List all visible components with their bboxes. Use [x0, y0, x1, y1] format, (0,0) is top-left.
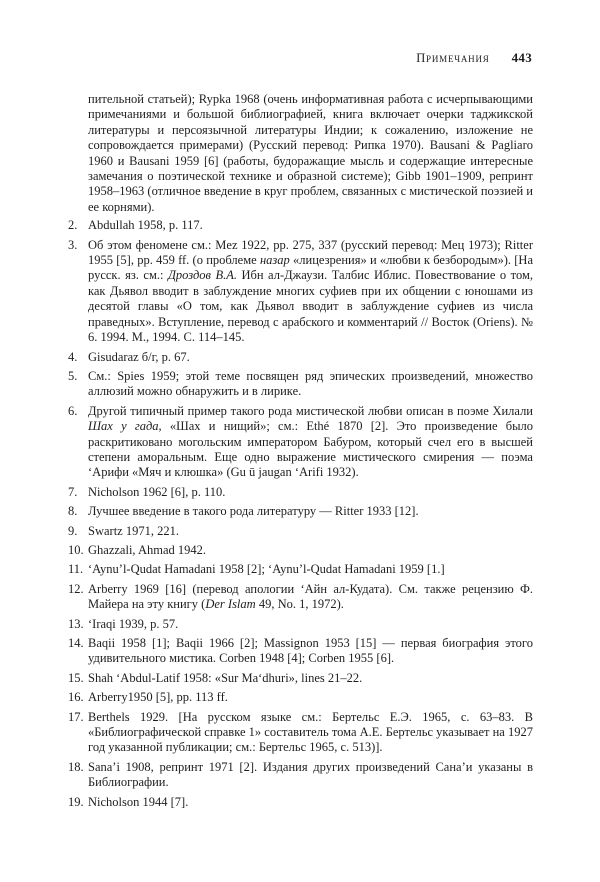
running-header: [416, 50, 532, 66]
note-text: Gisudaraz б/г, p. 67.: [88, 349, 190, 364]
note-number: 2.: [68, 218, 78, 233]
note-number: 5.: [68, 368, 78, 383]
note-item: [68, 760, 533, 791]
italic-title: Шах у гада,: [88, 419, 162, 434]
section-title: Примечания: [416, 51, 490, 65]
note-item: [68, 617, 533, 632]
note-item: [68, 524, 533, 539]
note-number: 7.: [68, 484, 78, 499]
italic-author: Дроздов В.А.: [167, 268, 237, 283]
note-text: [88, 238, 533, 346]
note-item: [68, 710, 533, 756]
note-number: 12.: [68, 581, 84, 596]
note-item: [68, 562, 533, 577]
note-number: 4.: [68, 349, 78, 364]
note-text: Abdullah 1958, p. 117.: [88, 218, 203, 233]
note-number: 13.: [68, 616, 84, 631]
note-number: 17.: [68, 709, 84, 724]
note-item: [68, 636, 533, 667]
note-item: [68, 218, 533, 233]
note-text-run: Об этом феномене см.: Mez 1922, pp. 275, 337 (русский перевод: Мец 1973); Ritter 1955 [5], pp. 459 ff. (о проблеме: [88, 237, 533, 268]
note-text: Ghazzali, Ahmad 1942.: [88, 542, 207, 557]
note-item: [68, 404, 533, 481]
note-text: Nicholson 1944 [7].: [88, 794, 189, 809]
note-number: 9.: [68, 523, 78, 538]
note-item: [68, 504, 533, 519]
note-text: [88, 404, 533, 481]
note-text: [88, 582, 533, 613]
note-text-run: 49, No. 1, 1972).: [255, 597, 344, 612]
note-text: Berthels 1929. [На русском языке см.: Бертельс Е.Э. 1965, с. 63–83. В «Библиографической справке 1» составитель тома А.Е. Бертельс указывает на 1927 год указанной публикации; см.: Бертельс 1965, с. 513)].: [88, 709, 533, 755]
italic-journal: Der Islam: [205, 597, 256, 612]
note-text: Shah ‘Abdul-Latif 1958: «Sur Ma‘dhuri», lines 21–22.: [88, 670, 363, 685]
notes-body: [68, 92, 533, 814]
note-text-run: Arberry 1969 [16] (перевод апологии ‘Айн ал-Кудата). См. также рецензию Ф. Майера на эту книгу (: [88, 581, 533, 612]
note-number: 18.: [68, 759, 84, 774]
note-item: [68, 350, 533, 365]
note-text: Лучшее введение в такого рода литературу — Ritter 1933 [12].: [88, 504, 419, 519]
note-item: [68, 543, 533, 558]
note-item: [68, 369, 533, 400]
page-number: 443: [511, 50, 532, 65]
note-text: ‘Iraqi 1939, p. 57.: [88, 616, 179, 631]
note-number: 19.: [68, 794, 84, 809]
note-item: [68, 795, 533, 810]
note-number: 16.: [68, 690, 84, 705]
note-text: Arberry1950 [5], pp. 113 ff.: [88, 690, 228, 705]
note-number: 3.: [68, 237, 78, 252]
note-item: [68, 485, 533, 500]
note-number: 6.: [68, 403, 78, 418]
note-text-run: «Шах и нищий»; см.: Ethé 1870 [2]. Это произведение было раскритиковано могольским императором Бабуром, который счел его в высшей степени аморальным. Еще одно выражение мистического смирения — поэма ‘Арифи «Мяч и клюшка» (Gu ū jaugan ‘Arifi 1932).: [88, 419, 533, 480]
note-item: [68, 238, 533, 346]
note-text: См.: Spies 1959; этой теме посвящен ряд эпических произведений, множество аллюзий можно обнаружить и в лирике.: [88, 368, 533, 399]
note-item: [68, 671, 533, 686]
note-text: Baqii 1958 [1]; Baqii 1966 [2]; Massignon 1953 [15] — первая биография этого удивительного мистика. Corben 1948 [4]; Corben 1955 [6].: [88, 636, 533, 666]
italic-term: назар: [259, 253, 290, 268]
notes-list: [68, 218, 533, 810]
note-text: Swartz 1971, 221.: [88, 523, 179, 538]
note-text: Nicholson 1962 [6], p. 110.: [88, 484, 226, 499]
note-text: ‘Aynu’l-Qudat Hamadani 1958 [2]; ‘Aynu’l-Qudat Hamadani 1959 [1.]: [88, 562, 445, 577]
note-item: [68, 582, 533, 613]
note-number: 8.: [68, 504, 78, 519]
note-text: Sana’i 1908, репринт 1971 [2]. Издания других произведений Сана’и указаны в Библиографии.: [88, 759, 533, 790]
note-text-run: Ибн ал-Джаузи. Талбис Иблис. Повествование о том, как Дьявол вводит в заблуждение многих суфиев при их общении с юношами из десятой главы «О том, как Дьявол вводит в заблуждение суфиев из числа праведных». Вступление, перевод с арабского и комментарий // Восток (Oriens). № 6. 1994. М., 1994. С. 114–145.: [88, 268, 533, 345]
note-continuation: пительной статьей); Rypka 1968 (очень информативная работа с исчерпывающими примечаниями и большой библиографией, книга включает очерки таджикской литературы и персоязычной литературы Индии; к сожалению, изложение не сопровождается примерами) (Русский перевод: Рипка 1970). Bausani & Pagliaro 1960 и Bausani 1959 [6] (работы, будоражащие мысль и содержащие интересные замечания о поэтической технике и образной системе); Gibb 1901–1909, репринт 1958–1963 (отличное введение в круг проблем, связанных с мистической поэзией и ее корнями).: [88, 92, 533, 214]
note-number: 14.: [68, 636, 84, 650]
note-number: 15.: [68, 670, 84, 685]
note-number: 11.: [68, 562, 84, 577]
note-text-run: Другой типичный пример такого рода мистической любви описан в поэме Хилали: [88, 403, 533, 418]
note-item: [68, 690, 533, 705]
note-text-run: «лицезрения» и «любви к безбородым»). [На русск. яз. см.:: [88, 253, 534, 283]
note-number: 10.: [68, 542, 84, 557]
